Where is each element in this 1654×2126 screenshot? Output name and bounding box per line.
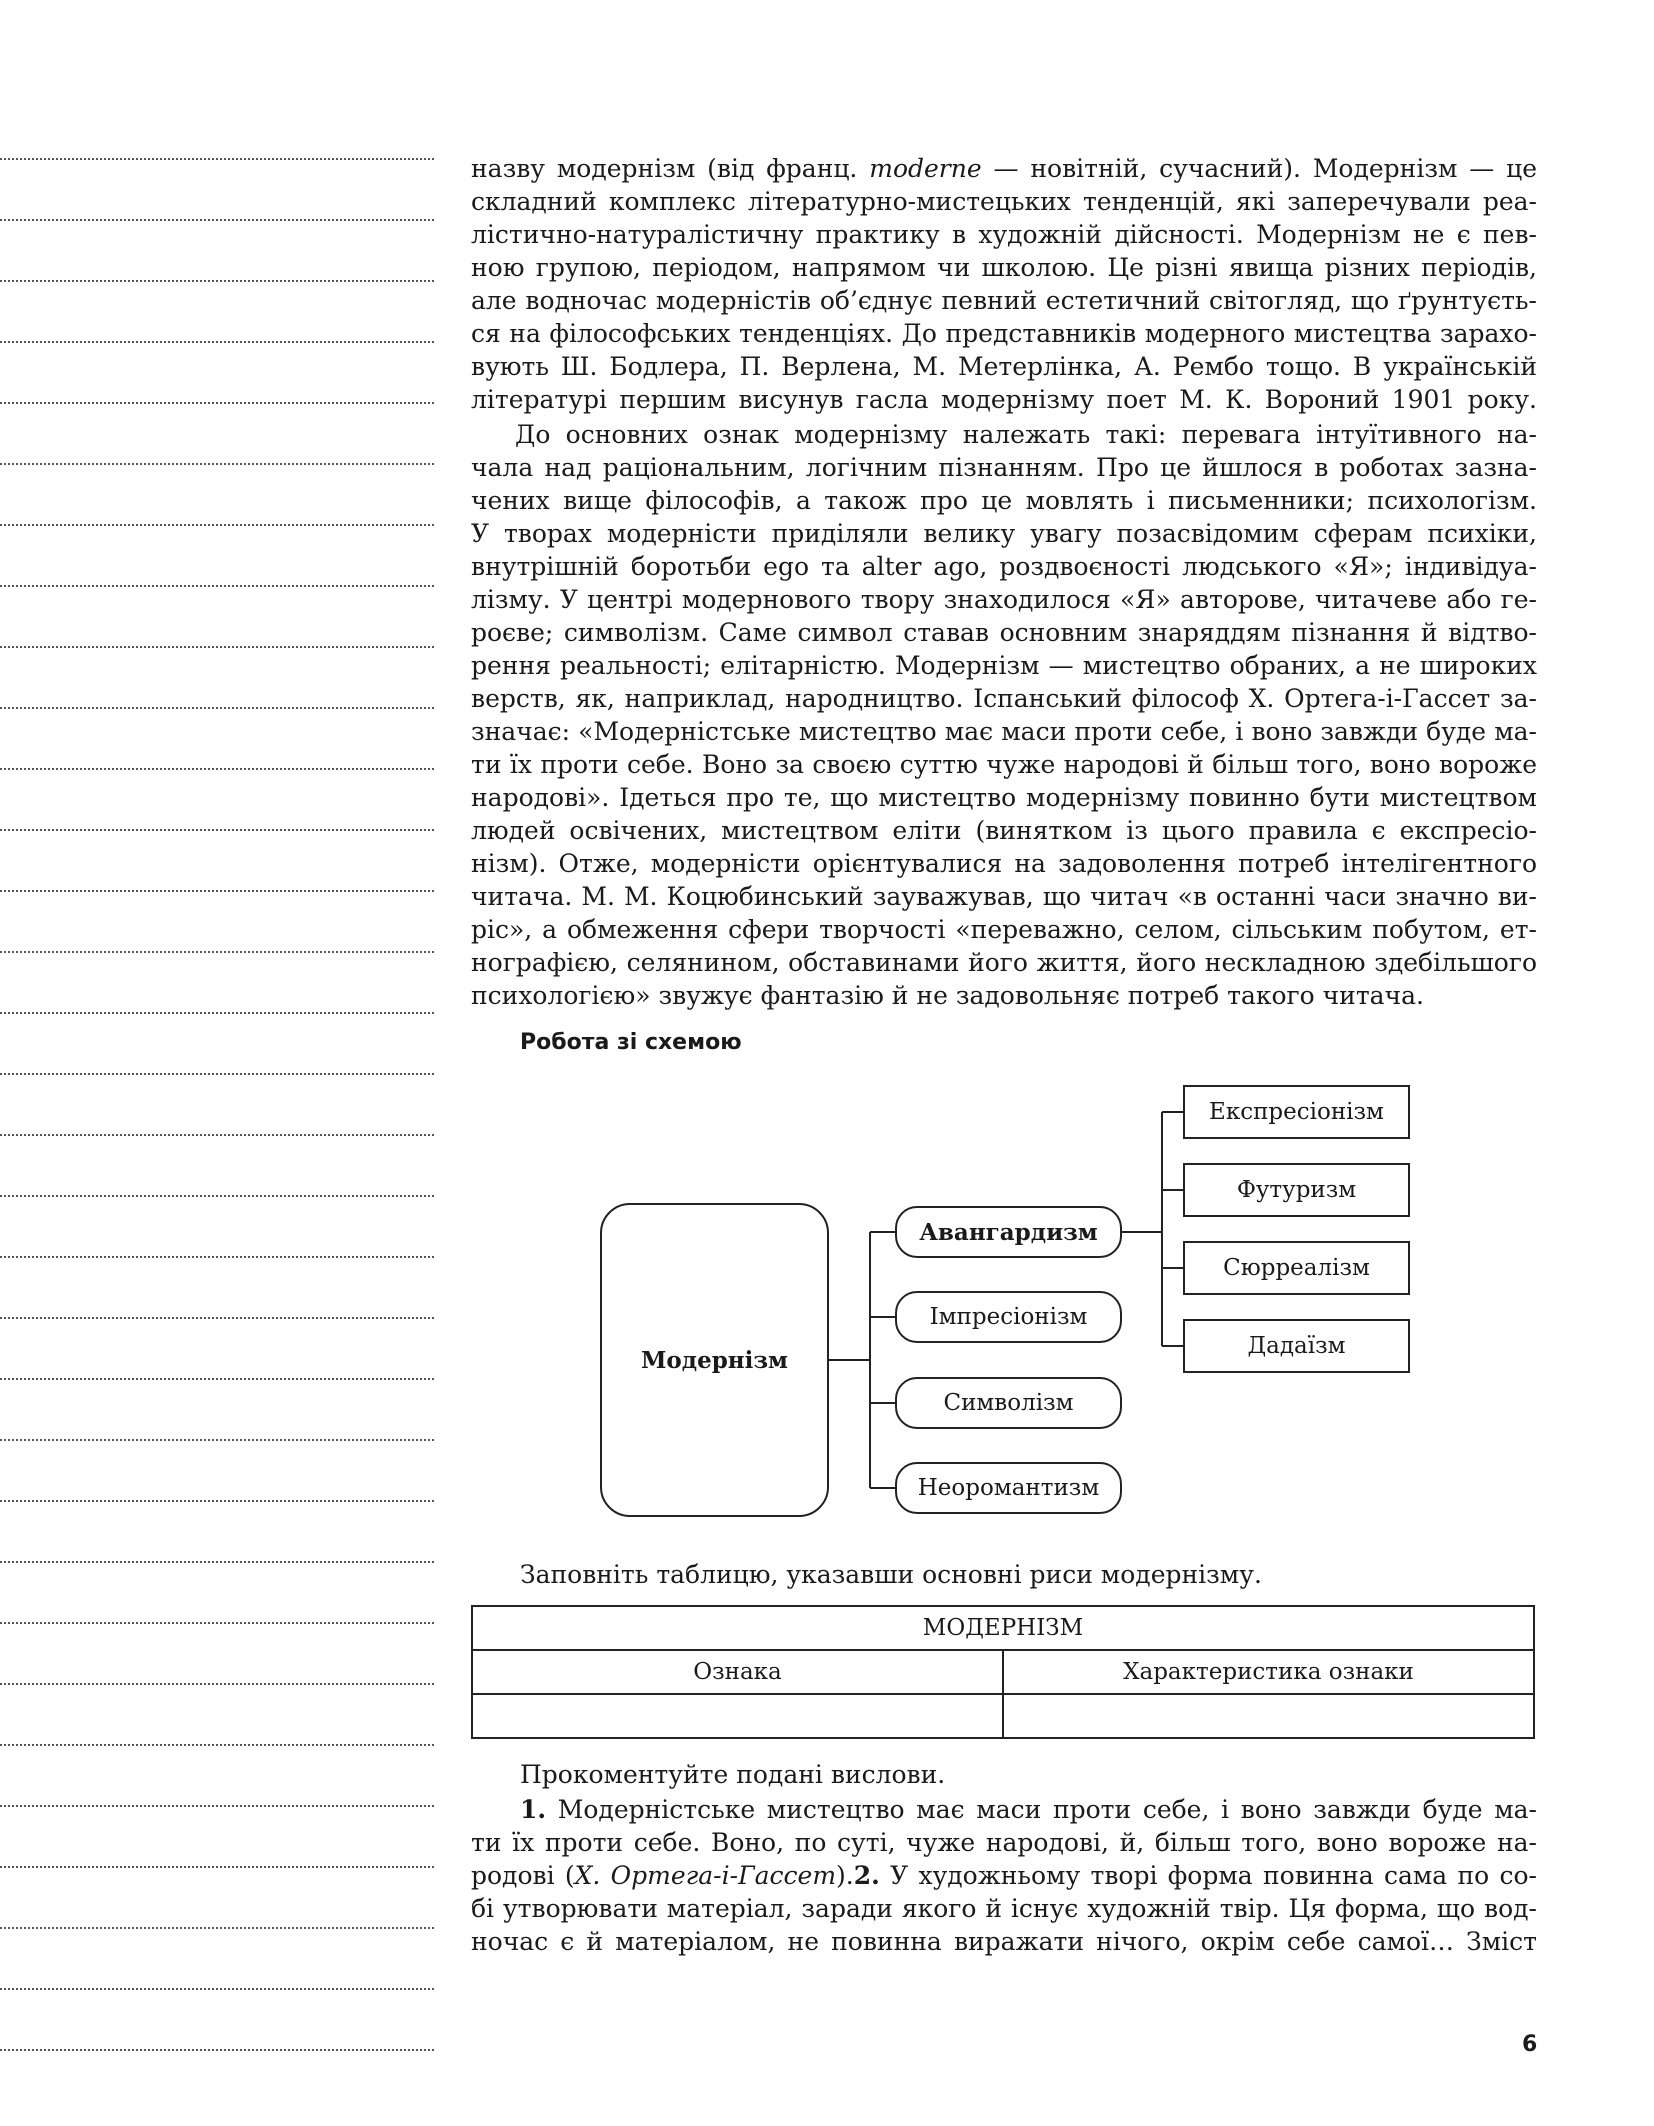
text-line: назву модернізм (від франц. moderne — новітній, сучасний). Модернізм — це <box>471 154 1537 183</box>
text-line: народові». Ідеться про те, що мистецтво модернізму повинно бути мистецтвом <box>471 783 1537 812</box>
margin-note-lines <box>0 0 440 2126</box>
margin-note-line[interactable] <box>0 2049 434 2051</box>
margin-note-line[interactable] <box>0 1622 434 1624</box>
text-line: психологією» звужує фантазію й не задовольняє потреб такого читача. <box>471 981 1424 1010</box>
text-line: читача. М. М. Коцюбинський зауважував, що читач «в останні часи значно ви- <box>471 882 1537 911</box>
text-line: 1. Модерністське мистецтво має маси проти себе, і воно завжди буде ма- <box>520 1795 1537 1824</box>
diagram-branch-neoromanticism: Неоромантизм <box>895 1462 1122 1514</box>
modernism-table <box>471 1605 1535 1739</box>
text-line: чала над раціональним, логічним пізнанням. Про це йшлося в роботах зазна- <box>471 453 1537 482</box>
table-instruction: Заповніть таблицю, указавши основні риси модернізму. <box>520 1560 1262 1589</box>
margin-note-line[interactable] <box>0 1805 434 1807</box>
text-line: літературі першим висунув гасла модернізму поет М. К. Вороний 1901 року. <box>471 385 1537 414</box>
margin-note-line[interactable] <box>0 707 434 709</box>
margin-note-line[interactable] <box>0 1927 434 1929</box>
table-header-characteristic: Характеристика ознаки <box>1003 1650 1534 1694</box>
margin-note-line[interactable] <box>0 1134 434 1136</box>
section-heading: Робота зі схемою <box>520 1030 742 1055</box>
text-line: ти їх проти себе. Воно, по суті, чуже народові, й, більш того, воно вороже на- <box>471 1828 1537 1857</box>
margin-note-line[interactable] <box>0 402 434 404</box>
text-line: нізм). Отже, модерністи орієнтувалися на задоволення потреб інтелігентного <box>471 849 1537 878</box>
margin-note-line[interactable] <box>0 768 434 770</box>
text-line: складний комплекс літературно-мистецьких тенденцій, які заперечували реа- <box>471 187 1537 216</box>
margin-note-line[interactable] <box>0 1744 434 1746</box>
text-line: внутрішній боротьби ego та alter ago, роздвоєності людського «Я»; індивідуа- <box>471 552 1537 581</box>
margin-note-line[interactable] <box>0 1500 434 1502</box>
margin-note-line[interactable] <box>0 890 434 892</box>
text-line: ночас є й матеріалом, не повинна виражати нічого, окрім себе самої… Зміст <box>471 1927 1537 1956</box>
margin-note-line[interactable] <box>0 341 434 343</box>
text-line: ся на філософських тенденціях. До представників модерного мистецтва зарахо- <box>471 319 1537 348</box>
margin-note-line[interactable] <box>0 158 434 160</box>
margin-note-line[interactable] <box>0 1073 434 1075</box>
text-line: верств, як, наприклад, народництво. Іспанський філософ Х. Ортега-і-Гассет за- <box>471 684 1537 713</box>
margin-note-line[interactable] <box>0 1866 434 1868</box>
margin-note-line[interactable] <box>0 1378 434 1380</box>
text-line: бі утворювати матеріал, заради якого й існує художній твір. Ця форма, що вод- <box>471 1894 1537 1923</box>
text-line: У творах модерністи приділяли велику увагу позасвідомим сферам психіки, <box>471 519 1537 548</box>
margin-note-line[interactable] <box>0 1988 434 1990</box>
text-line: До основних ознак модернізму належать такі: перевага інтуїтивного на- <box>515 420 1537 449</box>
paragraph-1 <box>471 152 1537 416</box>
text-line: роєве; символізм. Саме символ ставав основним знаряддям пізнання й відтво- <box>471 618 1537 647</box>
margin-note-line[interactable] <box>0 1256 434 1258</box>
quotes-paragraph <box>471 1793 1537 1958</box>
diagram-branch-impressionism: Імпресіонізм <box>895 1291 1122 1343</box>
margin-note-line[interactable] <box>0 280 434 282</box>
paragraph-2 <box>471 418 1537 1012</box>
text-line: рення реальності; елітарністю. Модернізм — мистецтво обраних, а не широких <box>471 651 1537 680</box>
margin-note-line[interactable] <box>0 951 434 953</box>
text-line: ти їх проти себе. Воно за своєю суттю чуже народові й більш того, воно вороже <box>471 750 1537 779</box>
margin-note-line[interactable] <box>0 1195 434 1197</box>
page-number: 6 <box>1522 2032 1538 2057</box>
text-line: але водночас модерністів об’єднує певний естетичний світогляд, що ґрунтуєть- <box>471 286 1537 315</box>
table-title: МОДЕРНІЗМ <box>472 1606 1534 1650</box>
margin-note-line[interactable] <box>0 219 434 221</box>
diagram-branch-symbolism: Символізм <box>895 1377 1122 1429</box>
diagram-sub-dadaism: Дадаїзм <box>1183 1319 1410 1373</box>
diagram-root-modernism: Модернізм <box>600 1203 829 1517</box>
margin-note-line[interactable] <box>0 1683 434 1685</box>
margin-note-line[interactable] <box>0 463 434 465</box>
margin-note-line[interactable] <box>0 585 434 587</box>
margin-note-line[interactable] <box>0 1317 434 1319</box>
table-cell-characteristic[interactable] <box>1003 1694 1534 1738</box>
text-line: лізму. У центрі модернового твору знаходилося «Я» авторове, читачеве або ге- <box>471 585 1537 614</box>
diagram-branch-avantgarde: Авангардизм <box>895 1206 1122 1258</box>
diagram-sub-expressionism: Експресіонізм <box>1183 1085 1410 1139</box>
table-header-feature: Ознака <box>472 1650 1003 1694</box>
text-line: родові (Х. Ортега-і-Гассет).2. У художньому творі форма повинна сама по со- <box>471 1861 1537 1890</box>
margin-note-line[interactable] <box>0 646 434 648</box>
text-line: нографією, селянином, обставинами його життя, його нескладною здебільшого <box>471 948 1537 977</box>
table-cell-feature[interactable] <box>472 1694 1003 1738</box>
margin-note-line[interactable] <box>0 829 434 831</box>
diagram-sub-surrealism: Сюрреалізм <box>1183 1241 1410 1295</box>
margin-note-line[interactable] <box>0 1439 434 1441</box>
comment-instruction: Прокоментуйте подані вислови. <box>520 1760 946 1789</box>
text-line: вують Ш. Бодлера, П. Верлена, М. Метерлінка, А. Рембо тощо. В українській <box>471 352 1537 381</box>
text-line: ною групою, періодом, напрямом чи школою. Це різні явища різних періодів, <box>471 253 1537 282</box>
text-line: чених вище філософів, а також про це мовлять і письменники; психологізм. <box>471 486 1537 515</box>
text-line: лістично-натуралістичну практику в художній дійсності. Модернізм не є пев- <box>471 220 1537 249</box>
text-line: ріс», а обмеження сфери творчості «переважно, селом, сільським побутом, ет- <box>471 915 1537 944</box>
margin-note-line[interactable] <box>0 1012 434 1014</box>
text-line: людей освічених, мистецтвом еліти (винятком із цього правила є експресіо- <box>471 816 1537 845</box>
margin-note-line[interactable] <box>0 1561 434 1563</box>
margin-note-line[interactable] <box>0 524 434 526</box>
diagram-sub-futurism: Футуризм <box>1183 1163 1410 1217</box>
text-line: значає: «Модерністське мистецтво має маси проти себе, і воно завжди буде ма- <box>471 717 1537 746</box>
